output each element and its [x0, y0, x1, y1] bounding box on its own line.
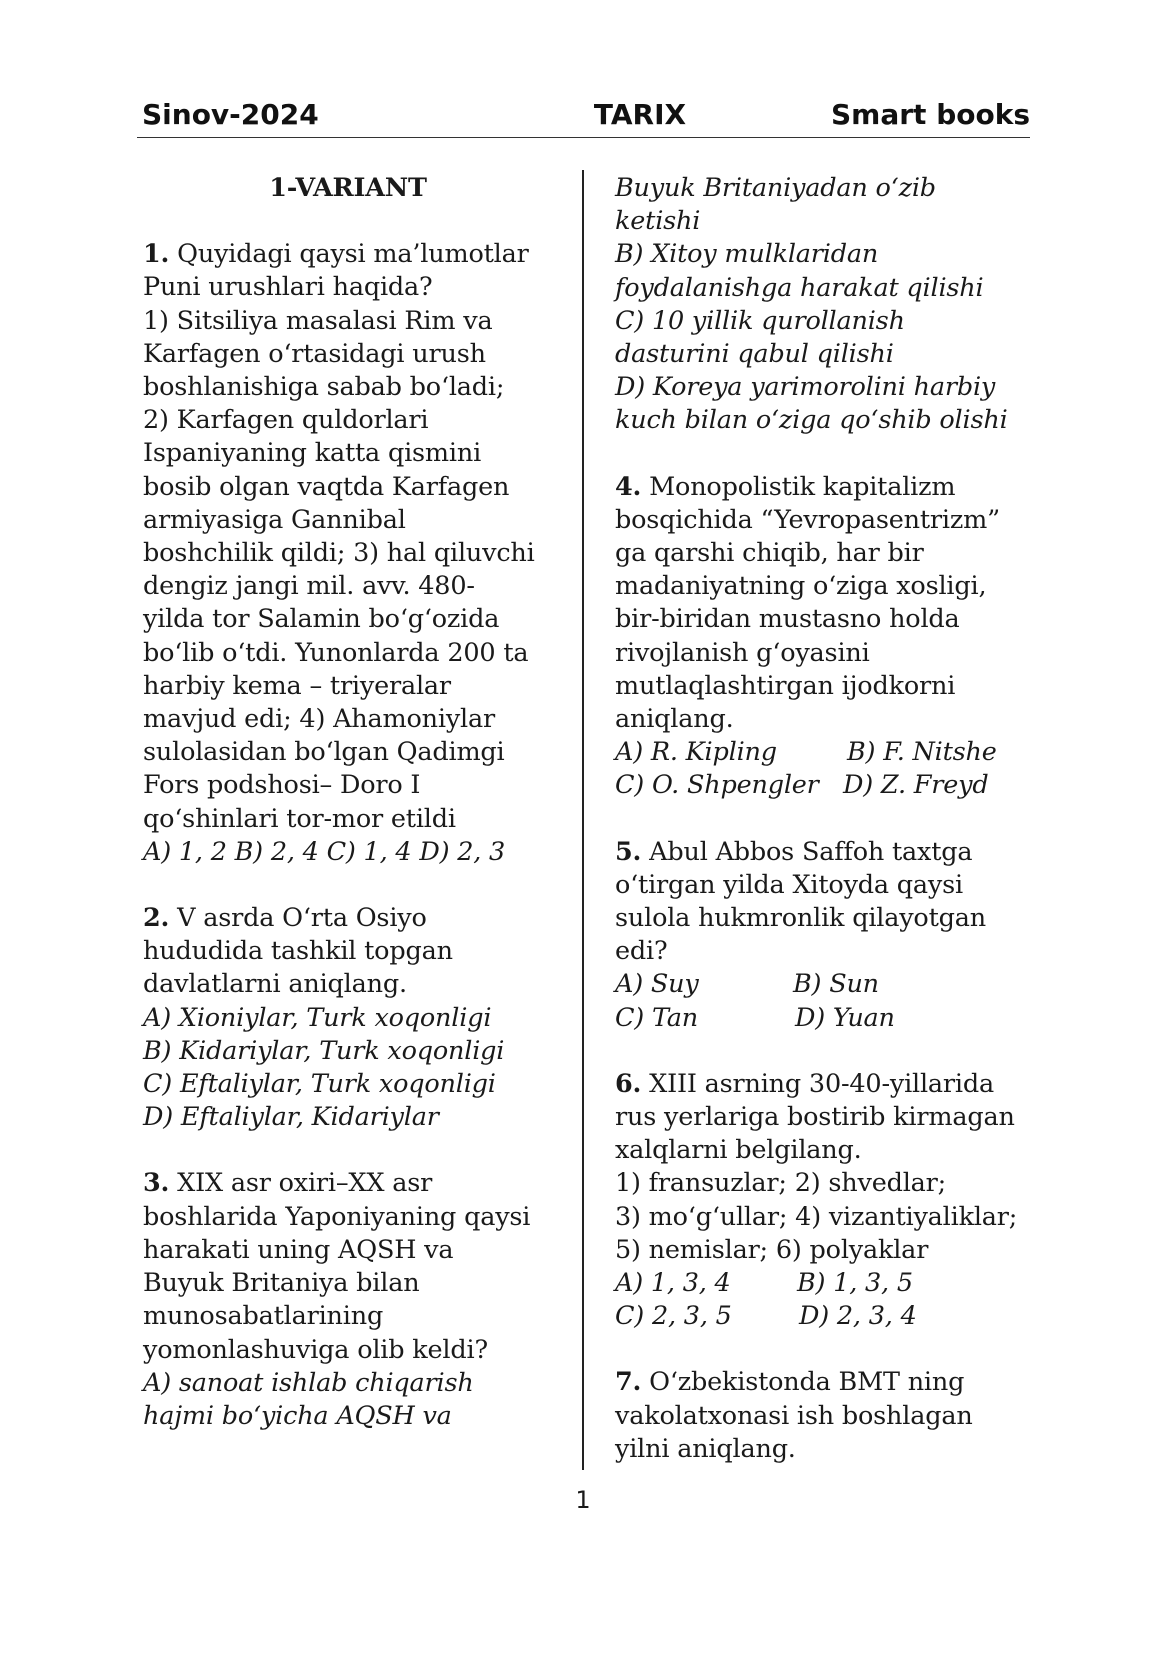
- question-number: 5.: [615, 836, 642, 867]
- question-line: [143, 238, 553, 271]
- answer-option-b: B) Sun: [793, 969, 879, 1000]
- question-line: hududida tashkil topgan: [143, 936, 453, 967]
- question-line: boshlanishiga sabab bo‘ladi;: [143, 372, 505, 403]
- question-line: bo‘lib o‘tdi. Yunonlarda 200 ta: [143, 637, 529, 668]
- question-line: yomonlashuviga olib keldi?: [143, 1334, 488, 1365]
- question-line: o‘tirgan yilda Xitoyda qaysi: [615, 869, 963, 900]
- question-number: 7.: [615, 1367, 642, 1398]
- answer-option-d: D) Z. Freyd: [843, 770, 989, 801]
- question-line: Buyuk Britaniya bilan: [143, 1268, 420, 1299]
- question-line: [143, 902, 553, 935]
- answer-option-c: C) O. Shpengler: [615, 770, 819, 801]
- question-line: edi?: [615, 936, 668, 967]
- question-line: aniqlang.: [615, 704, 734, 735]
- answer-option-a: A) R. Kipling: [615, 737, 777, 768]
- answer-option-d: D) Yuan: [795, 1002, 895, 1033]
- question-line: mavjud edi; 4) Ahamoniylar: [143, 704, 495, 735]
- answer-option-d: D) Eftaliylar, Kidariylar: [143, 1102, 439, 1133]
- question-text: O‘zbekistonda BMT ning: [649, 1367, 965, 1398]
- question-line: bosib olgan vaqtda Karfagen: [143, 471, 510, 502]
- answer-option-d: D) Koreya yarimorolini harbiy: [615, 372, 996, 403]
- question-line: rus yerlariga bostirib kirmagan: [615, 1102, 1015, 1133]
- question-line: 3) mo‘g‘ullar; 4) vizantiyaliklar;: [615, 1201, 1018, 1232]
- question-4: [615, 471, 1035, 803]
- header-publisher: Smart books: [831, 98, 1030, 131]
- question-line: 1) fransuzlar; 2) shvedlar;: [615, 1168, 947, 1199]
- answer-option-c: C) 10 yillik qurollanish: [615, 305, 905, 336]
- question-line: 5) nemislar; 6) polyaklar: [615, 1234, 929, 1265]
- answer-option-b: B) Kidariylar, Turk xoqonligi: [143, 1035, 505, 1066]
- answer-option-c: C) Eftaliylar, Turk xoqonligi: [143, 1069, 496, 1100]
- answer-option-b: B) Xitoy mulklaridan: [615, 239, 879, 270]
- header-title-left: Sinov-2024: [142, 98, 319, 131]
- answer-option-c: C) Tan: [615, 1002, 699, 1033]
- question-line: boshchilik qildi; 3) hal qiluvchi: [143, 538, 535, 569]
- question-text: XIX asr oxiri–XX asr: [177, 1168, 433, 1199]
- question-line: harbiy kema – triyeralar: [143, 670, 451, 701]
- column-divider: [582, 170, 584, 1470]
- question-line: [615, 1068, 1035, 1101]
- question-line: Fors podshosi– Doro I: [143, 770, 421, 801]
- answer-option-c-continued: dasturini qabul qilishi: [615, 339, 894, 370]
- question-3-continued: [615, 172, 1035, 438]
- left-column: [143, 172, 553, 1466]
- question-number: 1.: [143, 239, 170, 270]
- question-3: [143, 1167, 553, 1433]
- answer-option-d-continued: kuch bilan o‘ziga qo‘shib olishi: [615, 405, 1008, 436]
- question-number: 2.: [143, 903, 170, 934]
- question-line: bosqichida “Yevropasentrizm”: [615, 504, 1000, 535]
- question-line: yilni aniqlang.: [615, 1433, 796, 1464]
- answer-options-row: [615, 1300, 1035, 1333]
- question-line: sulolasidan bo‘lgan Qadimgi: [143, 737, 505, 768]
- question-text: V asrda O‘rta Osiyo: [177, 903, 427, 934]
- answer-option-a: A) Suy: [615, 969, 699, 1000]
- question-number: 4.: [615, 471, 642, 502]
- answer-option-b: B) F. Nitshe: [847, 737, 997, 768]
- question-5: [615, 836, 1035, 1035]
- question-7: [615, 1366, 1035, 1466]
- answer-option-a: A) Xioniylar, Turk xoqonligi: [143, 1002, 492, 1033]
- answer-options-row: [615, 968, 1035, 1001]
- question-line: madaniyatning o‘ziga xosligi,: [615, 571, 987, 602]
- page-header: [140, 98, 1030, 136]
- variant-title: 1-VARIANT: [269, 173, 427, 203]
- answer-options-row: [615, 1002, 1035, 1035]
- question-line: Puni urushlari haqida?: [143, 272, 433, 303]
- question-line: harakati uning AQSH va: [143, 1234, 454, 1265]
- question-number: 3.: [143, 1168, 170, 1199]
- question-line: qo‘shinlari tor-mor etildi: [143, 803, 456, 834]
- question-line: [615, 836, 1035, 869]
- question-line: sulola hukmronlik qilayotgan: [615, 903, 986, 934]
- answer-option-a-continued: ketishi: [615, 206, 701, 237]
- question-text: XIII asrning 30-40-yillarida: [649, 1068, 995, 1099]
- page-number: 1: [575, 1486, 591, 1514]
- answer-option-d: D) 2, 3, 4: [799, 1301, 917, 1332]
- question-line: [143, 1167, 553, 1200]
- question-text: Quyidagi qaysi ma’lumotlar: [177, 239, 529, 270]
- question-line: ga qarshi chiqib, har bir: [615, 538, 924, 569]
- answer-options-row: [615, 1267, 1035, 1300]
- question-line: Ispaniyaning katta qismini: [143, 438, 482, 469]
- question-text: Abul Abbos Saffoh taxtga: [649, 836, 973, 867]
- question-line: boshlarida Yaponiyaning qaysi: [143, 1201, 531, 1232]
- answer-option-b-continued: foydalanishga harakat qilishi: [615, 272, 984, 303]
- question-text: Monopolistik kapitalizm: [649, 471, 956, 502]
- question-line: [615, 1366, 1035, 1399]
- answer-option-a: A) sanoat ishlab chiqarish: [143, 1367, 474, 1398]
- question-6: [615, 1068, 1035, 1334]
- question-line: munosabatlarining: [143, 1301, 384, 1332]
- answer-option-a-continued: Buyuk Britaniyadan o‘zib: [615, 173, 936, 203]
- answer-option-a: A) 1, 3, 4: [615, 1268, 731, 1299]
- question-line: bir-biridan mustasno holda: [615, 604, 960, 635]
- question-line: mutlaqlashtirgan ijodkorni: [615, 670, 956, 701]
- answer-option-a-continued: hajmi bo‘yicha AQSH va: [143, 1400, 452, 1431]
- answer-options-row: [615, 769, 1035, 802]
- answer-option-c: C) 2, 3, 5: [615, 1301, 732, 1332]
- question-line: [615, 471, 1035, 504]
- question-line: 2) Karfagen quldorlari: [143, 405, 429, 436]
- question-line: armiyasiga Gannibal: [143, 504, 406, 535]
- question-line: rivojlanish g‘oyasini: [615, 637, 870, 668]
- question-line: xalqlarni belgilang.: [615, 1135, 862, 1166]
- question-line: Karfagen o‘rtasidagi urush: [143, 338, 486, 369]
- question-1: [143, 238, 553, 869]
- question-number: 6.: [615, 1068, 642, 1099]
- question-2: [143, 902, 553, 1134]
- answer-options-row: [615, 736, 1035, 769]
- question-line: 1) Sitsiliya masalasi Rim va: [143, 305, 493, 336]
- question-line: dengiz jangi mil. avv. 480-: [143, 571, 475, 602]
- header-subject: TARIX: [593, 98, 687, 131]
- question-line: yilda tor Salamin bo‘g‘ozida: [143, 604, 500, 635]
- question-line: vakolatxonasi ish boshlagan: [615, 1400, 973, 1431]
- right-column: [615, 172, 1035, 1499]
- question-line: davlatlarni aniqlang.: [143, 969, 407, 1000]
- header-rule: [137, 137, 1030, 138]
- answer-option-b: B) 1, 3, 5: [797, 1268, 913, 1299]
- answer-options: A) 1, 2 B) 2, 4 C) 1, 4 D) 2, 3: [143, 836, 506, 867]
